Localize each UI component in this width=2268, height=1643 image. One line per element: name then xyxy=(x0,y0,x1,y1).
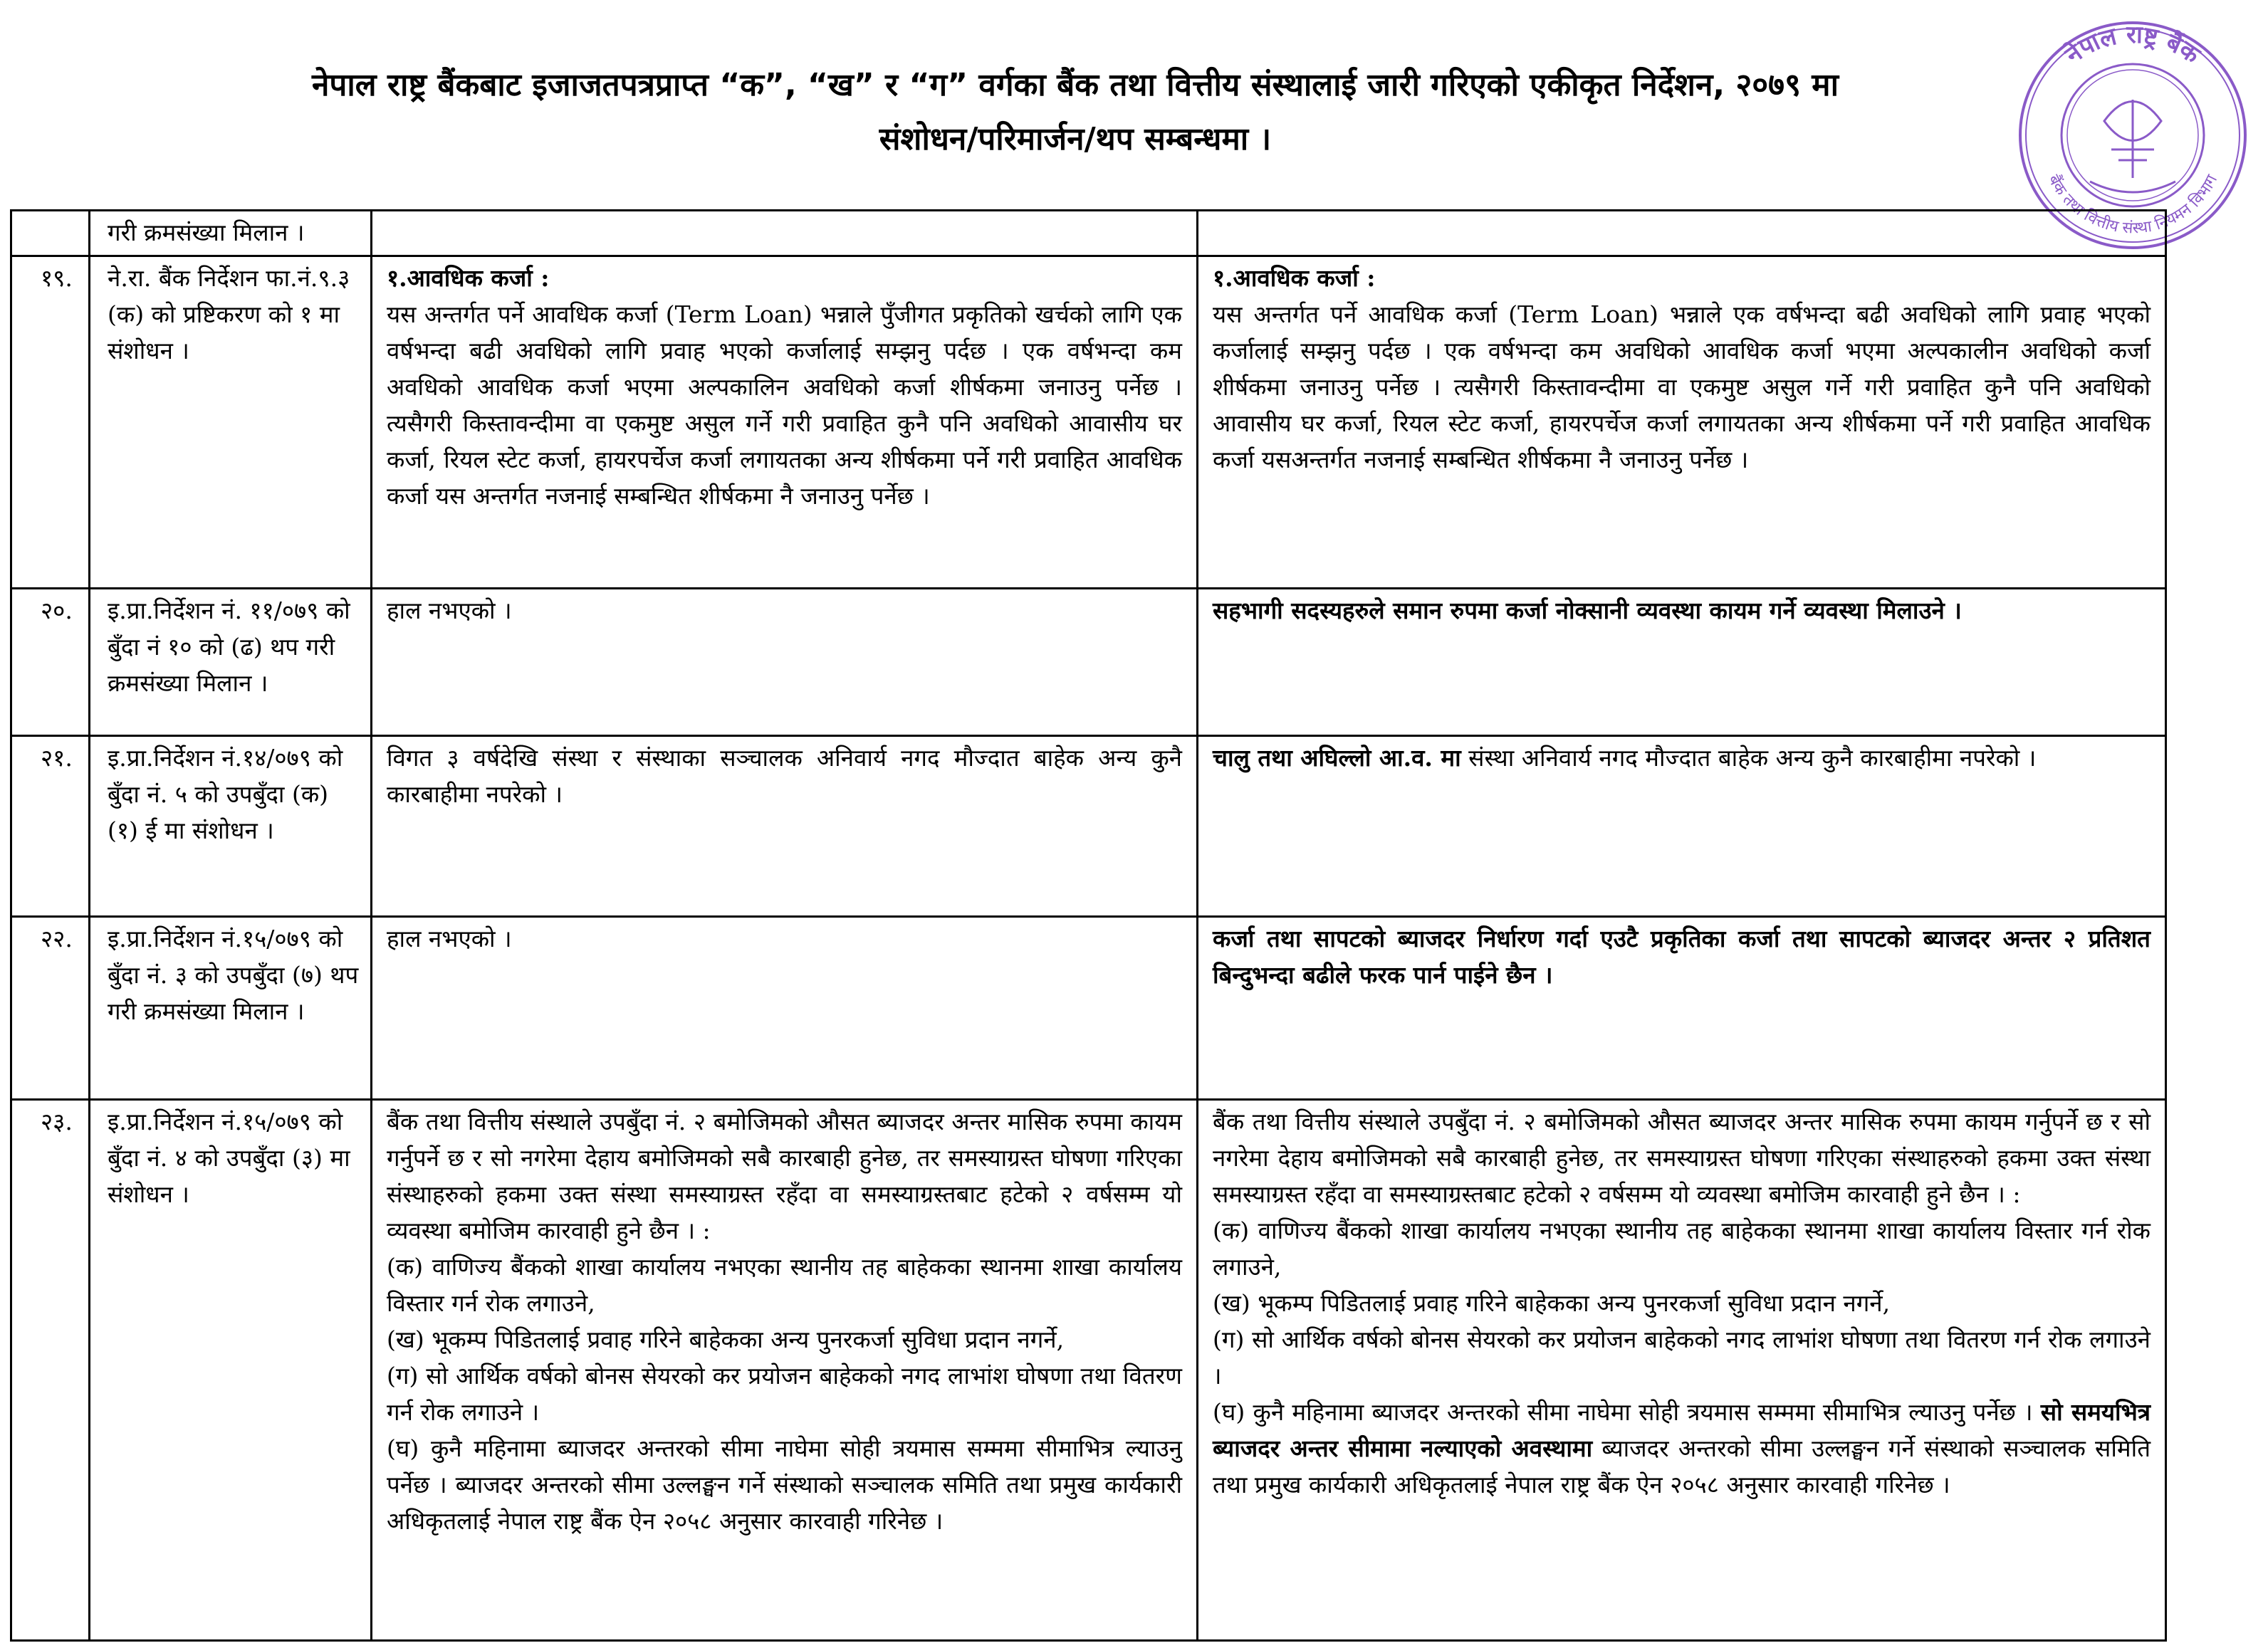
table-row xyxy=(11,211,2166,256)
directive-reference: ने.रा. बैंक निर्देशन फा.नं.९.३ (क) को प्रष्टिकरण को १ मा संशोधन । xyxy=(90,256,372,589)
text-segment: बैंक तथा वित्तीय संस्थाले उपबुँदा नं. २ बमोजिमको औसत ब्याजदर अन्तर मासिक रुपमा कायम गर्नुपर्ने छ र सो नगरेमा देहाय बमोजिमको सबै कारबाही हुनेछ, तर समस्याग्रस्त घोषणा गरिएका संस्थाहरुको हकमा उक्त संस्था समस्याग्रस्त रहँदा वा समस्याग्रस्तबाट हटेको २ वर्षसम्म यो व्यवस्था बमोजिम कारवाही हुने छैन । : xyxy=(387,1108,1182,1244)
bold-text-segment: सहभागी सदस्यहरुले समान रुपमा कर्जा नोक्सानी व्यवस्था कायम गर्ने व्यवस्था मिलाउने । xyxy=(1213,597,1962,624)
text-segment: (क) वाणिज्य बैंकको शाखा कार्यालय नभएका स्थानीय तह बाहेकका स्थानमा शाखा कार्यालय विस्तार गर्न रोक लगाउने, xyxy=(387,1253,1182,1317)
row-number: २१. xyxy=(11,736,90,917)
text-segment: संस्था अनिवार्य नगद मौज्दात बाहेक अन्य कुनै कारबाहीमा नपरेको । xyxy=(1460,744,2037,772)
bold-text-segment: सो समयभित्र ब्याजदर अन्तर सीमामा नल्याएको अवस्थामा xyxy=(1213,1398,2151,1462)
table-row xyxy=(11,256,2166,589)
text-segment: हाल नभएको । xyxy=(387,597,512,624)
existing-provision xyxy=(372,211,1198,256)
text-segment: (घ) कुनै महिनामा ब्याजदर अन्तरको सीमा नाघेमा सोही त्रयमास सम्ममा सीमाभित्र ल्याउनु पर्नेछ । ब्याजदर अन्तरको सीमा उल्लङ्घन गर्ने संस्थाको सञ्चालक समिति तथा प्रमुख कार्यकारी अधिकृतलाई नेपाल राष्ट्र बैंक ऐन २०५८ अनुसार कारवाही गरिनेछ । xyxy=(387,1434,1182,1535)
amended-provision xyxy=(1198,256,2166,589)
table-row xyxy=(11,1100,2166,1641)
bold-text-segment: कर्जा तथा सापटको ब्याजदर निर्धारण गर्दा एउटै प्रकृतिका कर्जा तथा सापटको ब्याजदर अन्तर २ प्रतिशत बिन्दुभन्दा बढीले फरक पार्न पाईने छैन । xyxy=(1213,925,2151,989)
directive-reference: इ.प्रा.निर्देशन नं.१४/०७९ को बुँदा नं. ५ को उपबुँदा (क) (१) ई मा संशोधन । xyxy=(90,736,372,917)
bold-text-segment: १.आवधिक कर्जा : xyxy=(387,264,550,292)
amended-provision xyxy=(1198,1100,2166,1641)
svg-text:बैंक तथा वित्तीय संस्था नियमन: बैंक तथा वित्तीय संस्था नियमन विभाग xyxy=(2044,172,2222,238)
amended-provision xyxy=(1198,589,2166,736)
text-segment: हाल नभएको । xyxy=(387,925,512,952)
text-segment: बैंक तथा वित्तीय संस्थाले उपबुँदा नं. २ बमोजिमको औसत ब्याजदर अन्तर मासिक रुपमा कायम गर्नुपर्ने छ र सो नगरेमा देहाय बमोजिमको सबै कारबाही हुनेछ, तर समस्याग्रस्त घोषणा गरिएका संस्थाहरुको हकमा उक्त संस्था समस्याग्रस्त रहँदा वा समस्याग्रस्तबाट हटेको २ वर्षसम्म यो व्यवस्था बमोजिम कारवाही हुने छैन । : xyxy=(1213,1108,2151,1208)
directive-reference: इ.प्रा.निर्देशन नं. ११/०७९ को बुँदा नं १० को (ढ) थप गरी क्रमसंख्या मिलान । xyxy=(90,589,372,736)
directive-reference: इ.प्रा.निर्देशन नं.१५/०७९ को बुँदा नं. ३ को उपबुँदा (७) थप गरी क्रमसंख्या मिलान । xyxy=(90,917,372,1100)
amended-provision xyxy=(1198,736,2166,917)
row-number: २३. xyxy=(11,1100,90,1641)
amendment-table xyxy=(10,209,2167,1642)
svg-text:नेपाल राष्ट्र बैंक: नेपाल राष्ट्र बैंक xyxy=(2059,20,2205,70)
text-segment: (ख) भूकम्प पिडितलाई प्रवाह गरिने बाहेकका अन्य पुनरकर्जा सुविधा प्रदान नगर्ने, xyxy=(387,1326,1065,1353)
amended-provision xyxy=(1198,917,2166,1100)
table-row xyxy=(11,917,2166,1100)
existing-provision xyxy=(372,1100,1198,1641)
text-segment: (घ) कुनै महिनामा ब्याजदर अन्तरको सीमा नाघेमा सोही त्रयमास सम्ममा सीमाभित्र ल्याउनु पर्नेछ । xyxy=(1213,1398,2041,1426)
text-segment: यस अन्तर्गत पर्ने आवधिक कर्जा (Term Loan) भन्नाले पुँजीगत प्रकृतिको खर्चको लागि एक वर्षभन्दा बढी अवधिको लागि प्रवाह भएको कर्जालाई सम्झनु पर्दछ । एक वर्षभन्दा कम अवधिको आवधिक कर्जा भएमा अल्पकालिन अवधिको कर्जा शीर्षकमा जनाउनु पर्नेछ । त्यसैगरी किस्तावन्दीमा वा एकमुष्ट असुल गर्ने गरी प्रवाहित कुनै पनि अवधिको आवासीय घर कर्जा, रियल स्टेट कर्जा, हायरपर्चेज कर्जा लगायतका अन्य शीर्षकमा पर्ने गरी प्रवाहित आवधिक कर्जा यस अन्तर्गत नजनाई सम्बन्धित शीर्षकमा नै जनाउनु पर्नेछ । xyxy=(387,300,1182,510)
title-line-1: नेपाल राष्ट्र बैंकबाट इजाजतपत्रप्राप्त “क”, “ख” र “ग” वर्गका बैंक तथा वित्तीय संस्थालाई जारी गरिएको एकीकृत निर्देशन, २०७९ मा xyxy=(312,67,1839,103)
existing-provision xyxy=(372,917,1198,1100)
title-line-2: संशोधन/परिमार्जन/थप सम्बन्धमा । xyxy=(879,121,1272,157)
amended-provision xyxy=(1198,211,2166,256)
text-segment: ब्याजदर अन्तरको सीमा उल्लङ्घन गर्ने संस्थाको सञ्चालक समिति तथा प्रमुख कार्यकारी अधिकृतलाई नेपाल राष्ट्र बैंक ऐन २०५८ अनुसार कारवाही गरिनेछ । xyxy=(1213,1434,2151,1498)
bold-text-segment: चालु तथा अघिल्लो आ.व. मा xyxy=(1213,744,1461,772)
text-segment: (ग) सो आर्थिक वर्षको बोनस सेयरको कर प्रयोजन बाहेकको नगद लाभांश घोषणा तथा वितरण गर्न रोक लगाउने । xyxy=(387,1362,1182,1426)
text-segment: विगत ३ वर्षदेखि संस्था र संस्थाका सञ्चालक अनिवार्य नगद मौज्दात बाहेक अन्य कुनै कारबाहीमा नपरेको । xyxy=(387,744,1182,808)
text-segment: (ख) भूकम्प पिडितलाई प्रवाह गरिने बाहेकका अन्य पुनरकर्जा सुविधा प्रदान नगर्ने, xyxy=(1213,1289,1891,1317)
text-segment: (क) वाणिज्य बैंकको शाखा कार्यालय नभएका स्थानीय तह बाहेकका स्थानमा शाखा कार्यालय विस्तार गर्न रोक लगाउने, xyxy=(1213,1217,2151,1281)
directive-reference: इ.प्रा.निर्देशन नं.१५/०७९ को बुँदा नं. ४ को उपबुँदा (३) मा संशोधन । xyxy=(90,1100,372,1641)
row-number: २०. xyxy=(11,589,90,736)
text-segment: (ग) सो आर्थिक वर्षको बोनस सेयरको कर प्रयोजन बाहेकको नगद लाभांश घोषणा तथा वितरण गर्न रोक लगाउने । xyxy=(1213,1326,2151,1390)
bold-text-segment: १.आवधिक कर्जा : xyxy=(1213,264,1376,292)
document-title xyxy=(43,58,2108,167)
existing-provision xyxy=(372,589,1198,736)
directive-reference: गरी क्रमसंख्या मिलान । xyxy=(90,211,372,256)
table-row xyxy=(11,589,2166,736)
row-number xyxy=(11,211,90,256)
row-number: २२. xyxy=(11,917,90,1100)
table-row xyxy=(11,736,2166,917)
text-segment: यस अन्तर्गत पर्ने आवधिक कर्जा (Term Loan) भन्नाले एक वर्षभन्दा बढी अवधिको लागि प्रवाह भएको कर्जालाई सम्झनु पर्दछ । एक वर्षभन्दा कम अवधिको आवधिक कर्जा भएमा अल्पकालीन अवधिको कर्जा शीर्षकमा जनाउनु पर्नेछ । त्यसैगरी किस्तावन्दीमा वा एकमुष्ट असुल गर्ने गरी प्रवाहित कुनै पनि अवधिको आवासीय घर कर्जा, रियल स्टेट कर्जा, हायरपर्चेज कर्जा लगायतका अन्य शीर्षकमा पर्ने गरी प्रवाहित आवधिक कर्जा यसअन्तर्गत नजनाई सम्बन्धित शीर्षकमा नै जनाउनु पर्नेछ । xyxy=(1213,300,2151,473)
existing-provision xyxy=(372,736,1198,917)
row-number: १९. xyxy=(11,256,90,589)
existing-provision xyxy=(372,256,1198,589)
